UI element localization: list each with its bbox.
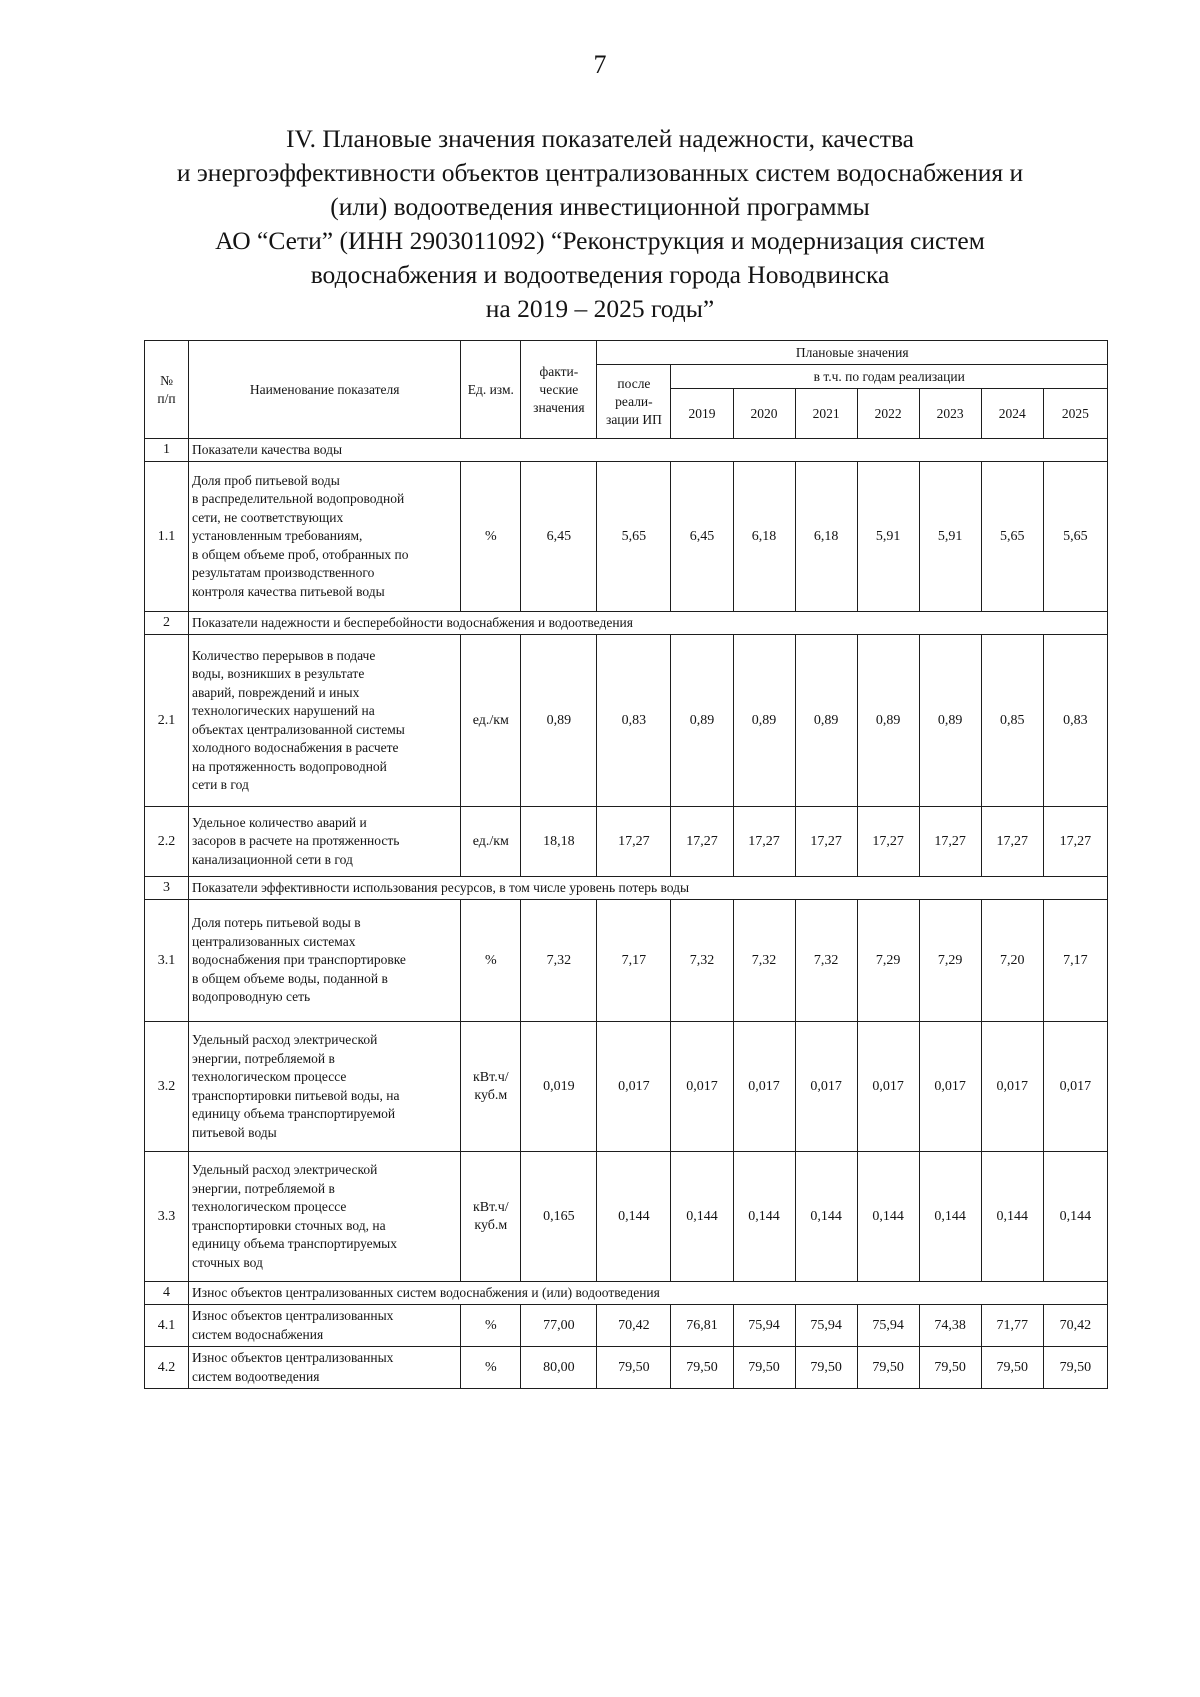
after-value: 0,144	[597, 1152, 671, 1282]
indicator-name-line: Доля потерь питьевой воды в	[192, 915, 361, 931]
indicator-name	[189, 635, 461, 807]
header-planned: Плановые значения	[597, 341, 1108, 365]
unit-line: куб.м	[474, 1217, 508, 1233]
year-value: 0,017	[919, 1022, 981, 1152]
year-value: 7,32	[795, 900, 857, 1022]
indicator-name-line: единицу объема транспортируемой	[192, 1106, 396, 1121]
indicator-name-line: транспортировки питьевой воды, на	[192, 1087, 400, 1103]
indicator-name-line: контроля качества питьевой воды	[192, 583, 385, 599]
title-line: водоснабжения и водоотведения города Новодвинска	[310, 260, 890, 289]
section-row	[145, 612, 1108, 635]
year-value: 79,50	[981, 1347, 1043, 1389]
unit-cell	[461, 635, 521, 807]
year-value: 5,91	[857, 462, 919, 612]
unit-line: %	[484, 1317, 497, 1333]
actual-value: 6,45	[521, 462, 597, 612]
indicator-name-line: водоснабжения при транспортировке	[192, 952, 406, 968]
year-value: 0,144	[671, 1152, 733, 1282]
unit-cell	[461, 1152, 521, 1282]
header-actual	[521, 341, 597, 439]
indicator-name	[189, 1152, 461, 1282]
year-value: 7,29	[857, 900, 919, 1022]
header-year: 2024	[981, 389, 1043, 439]
year-value: 75,94	[733, 1305, 795, 1347]
indicator-name-line: систем водоснабжения	[192, 1326, 324, 1342]
year-value: 0,144	[795, 1152, 857, 1282]
year-value: 71,77	[981, 1305, 1043, 1347]
header-actual-line: ческие	[539, 381, 579, 397]
section-number: 2	[145, 612, 189, 635]
year-value: 17,27	[981, 807, 1043, 877]
indicator-name	[189, 807, 461, 877]
year-value: 0,85	[981, 635, 1043, 807]
section-title: Показатели надежности и бесперебойности водоснабжения и водоотведения	[189, 612, 1108, 635]
indicator-name-line: засоров в расчете на протяженность	[192, 833, 400, 849]
table-row	[145, 900, 1108, 1022]
year-value: 0,89	[919, 635, 981, 807]
after-value: 5,65	[597, 462, 671, 612]
year-value: 76,81	[671, 1305, 733, 1347]
after-value: 7,17	[597, 900, 671, 1022]
after-value: 0,017	[597, 1022, 671, 1152]
indicator-name-line: Износ объектов централизованных	[192, 1308, 394, 1323]
header-num	[145, 341, 189, 439]
indicator-name-line: энергии, потребляемой в	[192, 1180, 335, 1196]
row-number: 1.1	[145, 462, 189, 612]
header-after	[597, 365, 671, 439]
header-num-line: №	[160, 372, 173, 388]
indicator-name	[189, 462, 461, 612]
table-row	[145, 807, 1108, 877]
header-after-line: после	[617, 375, 651, 391]
year-value: 7,29	[919, 900, 981, 1022]
indicator-name-line: питьевой воды	[192, 1124, 277, 1140]
actual-value: 0,89	[521, 635, 597, 807]
year-value: 0,017	[981, 1022, 1043, 1152]
row-number: 2.1	[145, 635, 189, 807]
table-row	[145, 462, 1108, 612]
indicator-name-line: систем водоотведения	[192, 1368, 320, 1384]
header-after-line: зации ИП	[605, 411, 662, 427]
indicator-name-line: сточных вод	[192, 1254, 263, 1270]
year-value: 0,144	[857, 1152, 919, 1282]
actual-value: 80,00	[521, 1347, 597, 1389]
table-row	[145, 635, 1108, 807]
year-value: 70,42	[1043, 1305, 1107, 1347]
indicator-name-line: Износ объектов централизованных	[192, 1350, 394, 1365]
page-number: 7	[593, 50, 607, 79]
indicator-name	[189, 1305, 461, 1347]
year-value: 74,38	[919, 1305, 981, 1347]
indicator-name-line: Удельный расход электрической	[192, 1032, 378, 1047]
year-value: 0,144	[1043, 1152, 1107, 1282]
year-value: 79,50	[857, 1347, 919, 1389]
year-value: 79,50	[919, 1347, 981, 1389]
actual-value: 0,019	[521, 1022, 597, 1152]
section-number: 4	[145, 1282, 189, 1305]
section-row	[145, 877, 1108, 900]
year-value: 75,94	[857, 1305, 919, 1347]
indicator-name-line: холодного водоснабжения в расчете	[192, 740, 399, 755]
year-value: 5,65	[981, 462, 1043, 612]
year-value: 0,017	[857, 1022, 919, 1152]
table-row	[145, 1152, 1108, 1282]
actual-value: 18,18	[521, 807, 597, 877]
actual-value: 7,32	[521, 900, 597, 1022]
year-value: 0,89	[671, 635, 733, 807]
year-value: 17,27	[857, 807, 919, 877]
indicator-name-line: водопроводную сеть	[192, 989, 311, 1005]
year-value: 6,45	[671, 462, 733, 612]
indicator-name-line: аварий, повреждений и иных	[192, 684, 360, 700]
row-number: 4.2	[145, 1347, 189, 1389]
section-row	[145, 1282, 1108, 1305]
unit-cell	[461, 807, 521, 877]
title-line: на 2019 – 2025 годы”	[485, 294, 715, 323]
document-title	[120, 122, 1080, 326]
after-value: 79,50	[597, 1347, 671, 1389]
year-value: 17,27	[671, 807, 733, 877]
header-unit: Ед. изм.	[461, 341, 521, 439]
year-value: 79,50	[671, 1347, 733, 1389]
unit-line: кВт.ч/	[472, 1199, 509, 1215]
indicator-name-line: единицу объема транспортируемых	[192, 1236, 398, 1251]
section-number: 3	[145, 877, 189, 900]
year-value: 0,017	[795, 1022, 857, 1152]
indicator-name-line: Удельное количество аварий и	[192, 814, 367, 830]
indicator-name-line: в распределительной водопроводной	[192, 491, 405, 507]
indicator-name-line: централизованных системах	[192, 933, 356, 949]
row-number: 2.2	[145, 807, 189, 877]
indicator-name-line: канализационной сети в год	[192, 851, 353, 867]
unit-line: кВт.ч/	[472, 1069, 509, 1085]
header-name: Наименование показателя	[189, 341, 461, 439]
indicator-name-line: в общем объеме проб, отобранных по	[192, 546, 409, 562]
header-year: 2021	[795, 389, 857, 439]
indicator-name-line: технологическом процессе	[192, 1199, 347, 1214]
year-value: 79,50	[1043, 1347, 1107, 1389]
indicator-name-line: Удельный расход электрической	[192, 1162, 378, 1177]
unit-line: %	[484, 528, 497, 544]
title-line: IV. Плановые значения показателей надежности, качества	[286, 124, 914, 153]
year-value: 75,94	[795, 1305, 857, 1347]
year-value: 0,89	[857, 635, 919, 807]
table-body	[145, 439, 1108, 1389]
year-value: 5,91	[919, 462, 981, 612]
year-value: 79,50	[795, 1347, 857, 1389]
year-value: 17,27	[1043, 807, 1107, 877]
unit-line: ед./км	[472, 712, 509, 728]
section-title: Износ объектов централизованных систем водоснабжения и (или) водоотведения	[189, 1282, 1108, 1305]
year-value: 0,144	[981, 1152, 1043, 1282]
header-by-years: в т.ч. по годам реализации	[671, 365, 1108, 389]
indicator-name-line: сети в год	[192, 777, 249, 792]
indicator-name-line: транспортировки сточных вод, на	[192, 1217, 386, 1233]
title-line: (или) водоотведения инвестиционной программы	[330, 192, 870, 221]
header-year: 2025	[1043, 389, 1107, 439]
header-actual-line: факти-	[539, 363, 579, 379]
title-line: АО “Сети” (ИНН 2903011092) “Реконструкция и модернизация систем	[215, 226, 985, 255]
year-value: 0,017	[733, 1022, 795, 1152]
header-actual-line: значения	[533, 399, 585, 415]
indicator-name-line: энергии, потребляемой в	[192, 1050, 335, 1066]
year-value: 5,65	[1043, 462, 1107, 612]
unit-cell	[461, 1022, 521, 1152]
year-value: 0,017	[1043, 1022, 1107, 1152]
indicators-table	[144, 340, 1108, 1389]
header-year: 2023	[919, 389, 981, 439]
year-value: 7,32	[733, 900, 795, 1022]
year-value: 0,144	[919, 1152, 981, 1282]
header-year: 2022	[857, 389, 919, 439]
row-number: 3.3	[145, 1152, 189, 1282]
indicator-name-line: объектах централизованной системы	[192, 721, 405, 737]
row-number: 3.1	[145, 900, 189, 1022]
year-value: 7,20	[981, 900, 1043, 1022]
after-value: 17,27	[597, 807, 671, 877]
section-number: 1	[145, 439, 189, 462]
year-value: 0,89	[733, 635, 795, 807]
table-row	[145, 1347, 1108, 1389]
indicator-name-line: результатам производственного	[192, 565, 375, 581]
year-value: 7,17	[1043, 900, 1107, 1022]
unit-cell	[461, 1305, 521, 1347]
unit-line: %	[484, 952, 497, 968]
year-value: 17,27	[919, 807, 981, 877]
section-title: Показатели качества воды	[189, 439, 1108, 462]
indicator-name-line: Доля проб питьевой воды	[192, 472, 340, 488]
indicator-name-line: воды, возникших в результате	[192, 666, 365, 681]
year-value: 7,32	[671, 900, 733, 1022]
title-line: и энергоэффективности объектов централизованных систем водоснабжения и	[176, 158, 1024, 187]
year-value: 17,27	[795, 807, 857, 877]
indicator-name	[189, 900, 461, 1022]
indicator-name-line: Количество перерывов в подаче	[192, 647, 376, 663]
indicator-name	[189, 1347, 461, 1389]
unit-line: ед./км	[472, 833, 509, 849]
after-value: 0,83	[597, 635, 671, 807]
section-title: Показатели эффективности использования ресурсов, в том числе уровень потерь воды	[189, 877, 1108, 900]
header-num-line: п/п	[157, 390, 176, 406]
header-year: 2020	[733, 389, 795, 439]
year-value: 0,89	[795, 635, 857, 807]
unit-line: %	[484, 1359, 497, 1375]
unit-cell	[461, 1347, 521, 1389]
year-value: 0,017	[671, 1022, 733, 1152]
actual-value: 77,00	[521, 1305, 597, 1347]
row-number: 4.1	[145, 1305, 189, 1347]
year-value: 79,50	[733, 1347, 795, 1389]
header-after-line: реали-	[615, 393, 653, 409]
indicator-name-line: на протяженность водопроводной	[192, 758, 387, 774]
table-row	[145, 1305, 1108, 1347]
unit-cell	[461, 900, 521, 1022]
year-value: 0,83	[1043, 635, 1107, 807]
indicator-name	[189, 1022, 461, 1152]
indicator-name-line: сети, не соответствующих	[192, 509, 344, 525]
row-number: 3.2	[145, 1022, 189, 1152]
indicator-name-line: технологических нарушений на	[192, 703, 375, 718]
year-value: 6,18	[733, 462, 795, 612]
table-row	[145, 1022, 1108, 1152]
indicator-name-line: технологическом процессе	[192, 1069, 347, 1084]
section-row	[145, 439, 1108, 462]
after-value: 70,42	[597, 1305, 671, 1347]
unit-cell	[461, 462, 521, 612]
indicator-name-line: установленным требованиям,	[192, 528, 363, 544]
unit-line: куб.м	[474, 1087, 508, 1103]
year-value: 0,144	[733, 1152, 795, 1282]
actual-value: 0,165	[521, 1152, 597, 1282]
header-year: 2019	[671, 389, 733, 439]
year-value: 6,18	[795, 462, 857, 612]
year-value: 17,27	[733, 807, 795, 877]
indicator-name-line: в общем объеме воды, поданной в	[192, 970, 388, 986]
